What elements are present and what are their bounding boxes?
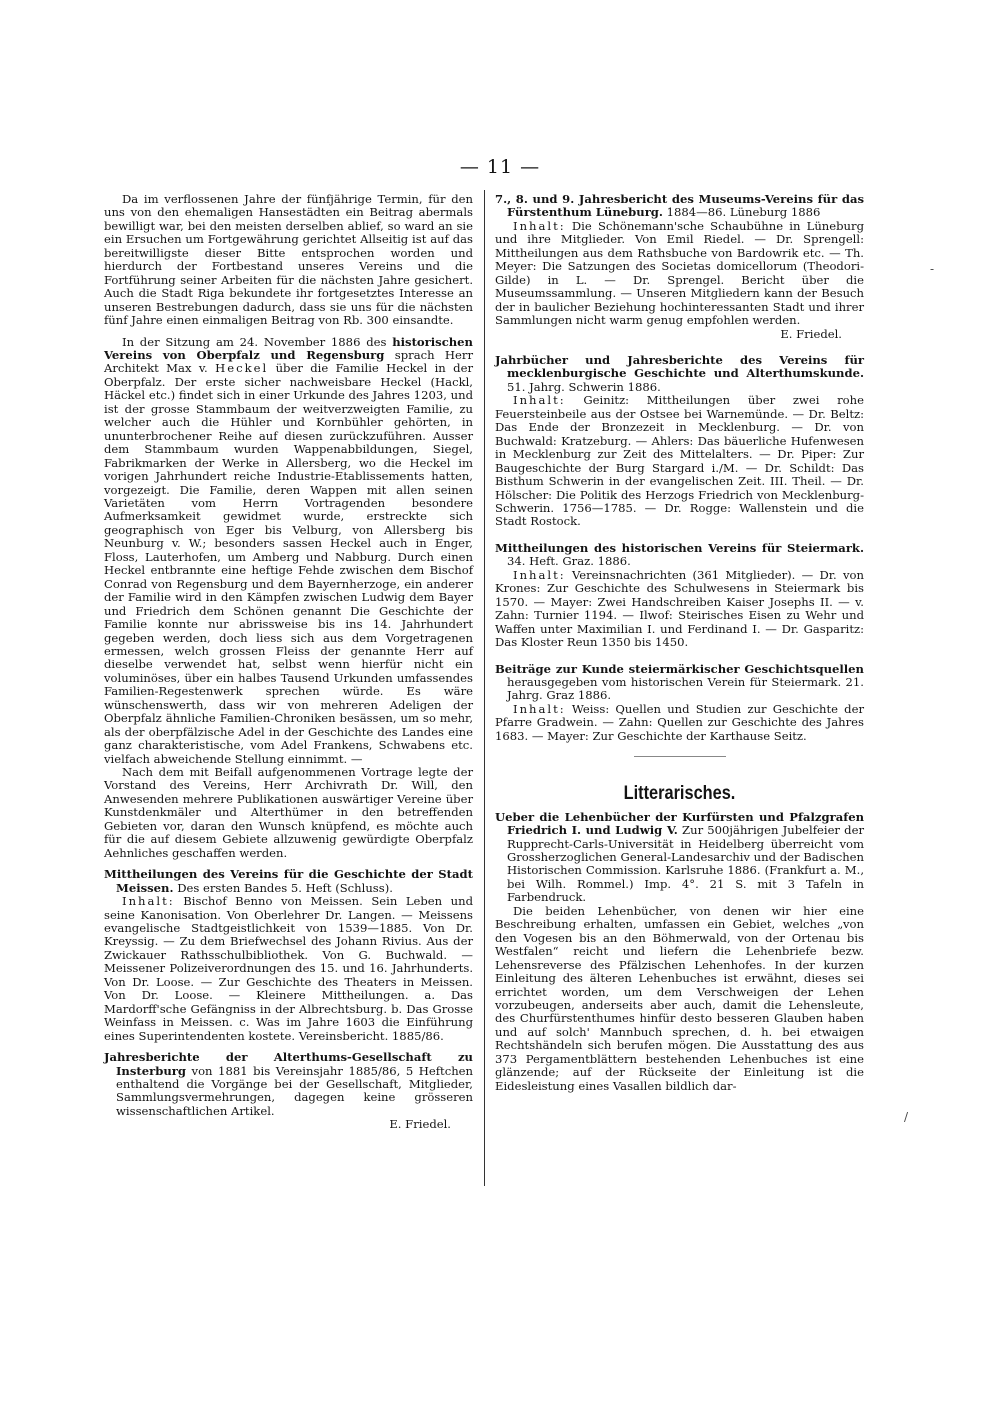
column-divider [484,190,485,1186]
entry-body: Bischof Benno von Meissen. Sein Leben und seine Kanonisation. Von Oberlehrer Dr. Langen. — Meissens evangelische Stadtgeistlichkeit von 1539—1885. Von Dr. Kreyssig. — Zu dem Briefwechsel des Johann Rivius. Aus der Zwickauer Rathsschulbibliothek. Von G. Buchwald. — Meissener Polizeiverordnungen des 15. und 16. Jahrhunderts. Von Dr. Loose. — Zur Geschichte des Theaters in Meissen. Von Dr. Loose. — Kleinere Mittheilungen. a. Das Mardorff'sche Gefängniss in der Albrechtsburg. b. Das Grosse Weinfass in Meissen. c. Was im Jahre 1603 die Einführung eines Superintendenten kostete. Vereinsbericht. 1885/86. [104,894,473,1043]
entry-body: Weiss: Quellen und Studien zur Geschichte der Pfarre Gradwein. — Zahn: Quellen zur Geschichte des Jahres 1683. — Mayer: Zur Geschichte der Karthause Seitz. [495,701,864,743]
entry-geschichtsquellen [495,663,864,703]
entry-steiermark-contents [495,569,864,650]
inhalt-label: Inhalt: [513,218,566,233]
paragraph-oberpfalz [104,336,473,767]
review-body: Die beiden Lehenbücher, von denen wir hier eine Beschreibung erhalten, umfassen ein Gebiet, welches „von den Vogesen bis an den Böhmerwald, von der Ortenau bis Westfalen“ reicht und liefern die Lehenbriefe bezw. Lehensreverse des Pfälzischen Lehenhofes. In der kurzen Einleitung des älteren Lehenbuches ist erwähnt, dieses sei errichtet worden, um dem Verschweigen der Lehen vorzubeugen, anderseits aber auch, damit die Lehensleute, des Churfürstenthumes hinfür desto besseren Glauben haben und auf solch' Mannbuch sprechen, d. h. bei etwaigen Rechtshändeln sich berufen mögen. Die Ausstattung des aus 373 Pergamentblättern bestehenden Lehenbuches ist eine glänzende; auf der Rückseite der Einleitung ist die Eidesleistung eines Vasallen bildlich dar- [495,903,864,1093]
entry-mecklenburg [495,354,864,394]
entry-body: Die Schönemann'sche Schaubühne in Lüneburg und ihre Mitglieder. Von Emil Riedel. — Dr. Sprengell: Mittheilungen aus dem Rathsbuche von Bardowrik etc. — Th. Meyer: Die Satzungen des Societas domicellorum (Theodori-Gilde) in L. — Dr. Sprengel. Bericht über die Museumssammlung. — Unseren Mitgliedern kann der Besuch der in baulicher Beziehung hochinteressanten Stadt und ihrer Sammlungen nicht warm genug empfohlen werden. [495,218,864,328]
margin-mark: - [930,262,935,276]
entry-meta: Zur 500jährigen Jubelfeier der Rupprecht-Carls-Universität in Heidelberg überreicht vom Grossherzoglichen General-Landesarchiv und der Badischen Historischen Commission. Karlsruhe 1886. (Frankfurt a. M., bei Wilh. Rommel.) Imp. 4°. 21 S. mit 3 Tafeln in Farbendruck. [507,823,865,905]
entry-meta: herausgegeben vom historischen Verein für Steiermark. 21. Jahrg. Graz 1886. [507,674,864,703]
margin-mark: / [904,1110,909,1124]
society-name: historischen Vereins von Oberpfalz und Regensburg [104,334,473,362]
entry-meta: 1884—86. Lüneburg 1886 [662,205,821,220]
person-name: Heckel [215,361,269,376]
entry-meta: Des ersten Bandes 5. Heft (Schluss). [173,880,393,895]
entry-title: 7., 8. und 9. Jahresbericht des Museums-Vereins für das Fürstenthum Lüneburg. [495,192,864,220]
entry-steiermark [495,542,864,569]
entry-title: Jahrbücher und Jahresberichte des Vereins für mecklenburgische Geschichte und Alterthumskunde. [495,352,864,381]
text: In der Sitzung am 24. November 1886 des [122,334,393,349]
entry-title: Jahresberichte der Alterthums-Gesellschaft zu Insterburg [104,1050,473,1078]
right-column [495,193,864,1093]
inhalt-label: Inhalt: [513,393,566,408]
entry-insterburg [104,1051,473,1118]
inhalt-label: Inhalt: [122,894,175,909]
entry-meta: 34. Heft. Graz. 1886. [507,554,631,569]
text: über die Familie Heckel in der Oberpfalz. Der erste sicher nachweisbare Heckel (Hackl, Häckel etc.) findet sich in einer Urkunde des Jahres 1203, und ist der grosse Stammbaum der weitverzweigten Familie, zu welcher auch die Hühler und Kornbühler gehörten, in ununterbrochener Reihe auf diesen zurückzuführen. Ausser dem Stammbaum wurden Wappenabbildungen, Siegel, Fabrikmarken der Werke in Allersberg, wo die Heckel im vorigen Jahrhundert reiche Industrie-Etablissements hatten, vorgezeigt. Die Familie, deren Wappen mit allen seinen Varietäten vom Herrn Vortragenden besondere Aufmerksamkeit gewidmet wurde, erstreckte sich geographisch von Eger bis Velburg, von Allersberg bis Neunburg v. W.; besonders sassen Heckel auch in Enger, Floss, Lauterhofen, um Amberg und Nabburg. Durch einen Heckel entbrannte eine heftige Fehde zwischen dem Bischof Conrad von Regensburg und dem Bayernherzoge, ein anderer der Familie wird in den Kämpfen zwischen Ludwig dem Bayer und Friedrich dem Schönen genannt Die Geschichte der Familie konnte nur abrissweise bis ins 14. Jahrhundert gegeben werden, doch liess sich aus dem Vorgetragenen ermessen, welch grossen Fleiss der genannte Herr auf dieselbe verwendet hat, selbst wenn hierfür nicht ein voluminöses, über ein halbes Tausend Urkunden umfassendes Familien-Regestenwerk sprechen würde. Es wäre wünschenswerth, dass wir von mehreren Adeligen der Oberpfalz ähnliche Familien-Chroniken besässen, um so mehr, als der oberpfälzische Adel in der Geschichte des Landes eine ganz charakteristische, vom Adel Frankens, Schwabens etc. vielfach abweichende Stellung einnimmt. — [104,361,473,766]
text: sprach Herr Architekt Max v. [104,347,473,376]
section-heading: Litterarisches. [623,783,736,805]
entry-meissen [104,868,473,895]
entry-meissen-contents [104,895,473,1043]
paragraph-vortrag: Nach dem mit Beifall aufgenommenen Vortrage legte der Vorstand des Vereins, Herr Archivrath Dr. Will, den Anwesenden mehrere Publikationen auswärtiger Vereine über Kunstdenkmäler und Alterthümer in den betreffenden Gebieten vor, daran den Wunsch knüpfend, es möchte auch für die auf diesem Gebiete allzuwenig gewürdigte Oberpfalz Aehnliches geschaffen werden. [104,765,473,860]
entry-title: Mittheilungen des historischen Vereins für Steiermark. [495,540,864,555]
page-number: — 11 — [459,156,541,178]
entry-body: von 1881 bis Vereinsjahr 1885/86, 5 Heftchen enthaltend die Vorgänge bei der Gesellschaft, Mitglieder, Sammlungsvermehrungen, dagegen keine grösseren wissenschaftlichen Artikel. [116,1063,473,1118]
left-column [104,193,473,1132]
entry-lueneburg [495,193,864,220]
entry-geschichtsquellen-contents [495,703,864,743]
entry-title: Ueber die Lehenbücher der Kurfürsten und Pfalzgrafen Friedrich I. und Ludwig V. [495,809,864,838]
signature: E. Friedel. [389,1117,451,1132]
section-rule [634,756,726,757]
entry-lueneburg-contents [495,220,864,328]
entry-body: Vereinsnachrichten (361 Mitglieder). — Dr. von Krones: Zur Geschichte des Schulwesens in Steiermark bis 1570. — Mayer: Zwei Handschreiben Kaiser Josephs II. — v. Zahn: Turnier 1194. — Ilwof: Steirisches Eisen zu Wehr und Waffen unter Maximilian I. und Ferdinand I. — Dr. Gasparitz: Das Kloster Reun 1350 bis 1450. [495,567,864,650]
entry-title: Mittheilungen des Vereins für die Geschichte der Stadt Meissen. [104,867,473,895]
paragraph-hansestaedte: Da im verflossenen Jahre der fünfjährige Termin, für den uns von den ehemaligen Hansestädten ein Beitrag abermals bewilligt war, bei den meisten derselben ablief, so ward an sie ein Ersuchen um Fortgewährung gerichtet Allseitig ist auf das bereitwilligste dieser Bitte entsprochen worden und hierdurch der Fortbestand unseres Vereins und die Fortführung seiner Arbeiten für die nächsten Jahre gesichert. Auch die Stadt Riga bekundete ihr fortgesetztes Interesse an unseren Bestrebungen dadurch, dass sie uns für die nächsten fünf Jahre einen einmaligen Beitrag von Rb. 300 einsandte. [104,192,473,328]
entry-mecklenburg-contents [495,394,864,529]
signature: E. Friedel. [780,326,842,341]
entry-body: Geinitz: Mittheilungen über zwei rohe Feuersteinbeile aus der Ostsee bei Warnemünde. — Dr. Beltz: Das Ende der Bronzezeit in Mecklenburg. — Dr. von Buchwald: Kratzeburg. — Ahlers: Das bäuerliche Hufenwesen in Mecklenburg zur Zeit des Mittelalters. — Dr. Piper: Zur Baugeschichte der Burg Stargard i./M. — Dr. Schildt: Das Bisthum Schwerin in der evangelischen Zeit. III. Theil. — Dr. Hölscher: Die Politik des Herzogs Friedrich von Mecklenburg-Schwerin. 1756—1785. — Dr. Rogge: Wallenstein und die Stadt Rostock. [495,393,864,529]
inhalt-label: Inhalt: [513,567,566,582]
entry-lehenbuecher [495,811,864,905]
entry-meta: 51. Jahrg. Schwerin 1886. [507,379,661,394]
inhalt-label: Inhalt: [513,701,566,716]
entry-title: Beiträge zur Kunde steiermärkischer Geschichtsquellen [495,661,864,676]
